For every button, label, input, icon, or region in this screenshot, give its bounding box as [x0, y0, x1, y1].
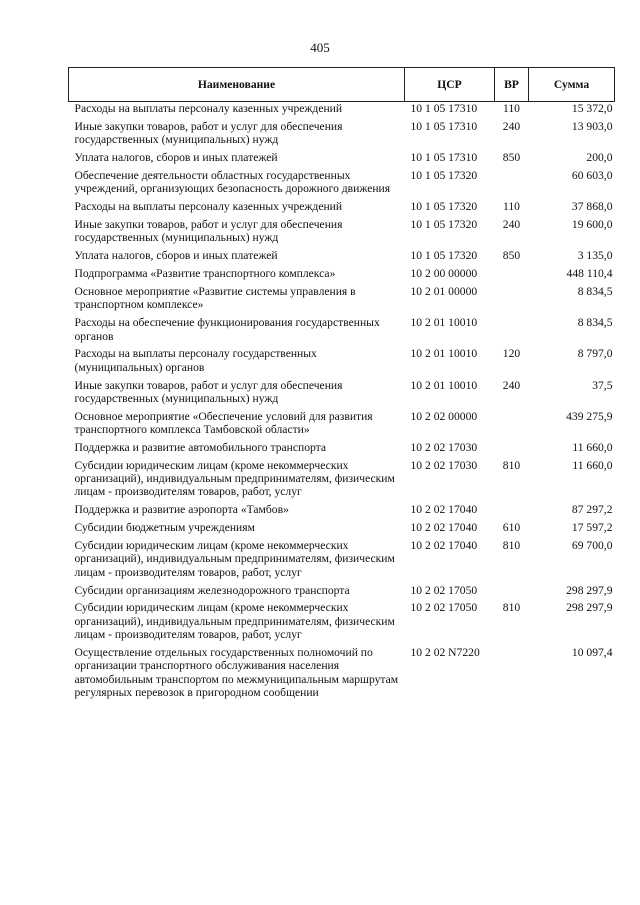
row-csr: 10 1 05 17320 [410, 168, 478, 182]
table-row [69, 459, 615, 503]
row-vr: 110 [503, 200, 520, 214]
row-sum: 298 297,9 [566, 583, 613, 597]
table-row [69, 539, 615, 583]
row-vr: 810 [502, 458, 521, 472]
table-row [69, 646, 615, 704]
row-sum: 298 297,9 [566, 601, 613, 615]
row-vr: 850 [502, 151, 521, 165]
table-row [69, 316, 615, 347]
row-vr [495, 584, 529, 602]
row-name: Обеспечение деятельности областных государственных учреждений, организующих безопасность дорожного движения [74, 168, 391, 196]
row-name: Иные закупки товаров, работ и услуг для обеспечения государственных (муниципальных) нужд [74, 119, 343, 147]
row-vr [495, 316, 529, 347]
row-name: Субсидии юридическим лицам (кроме некоммерческих организаций), индивидуальным предпринимателям, физическим лицам - производителям товаров, работ, услуг [74, 458, 395, 499]
page-number: 405 [310, 40, 330, 55]
table-row [69, 151, 615, 169]
table-row [69, 200, 615, 218]
row-sum: 13 903,0 [571, 119, 613, 133]
row-csr: 10 1 05 17310 [410, 119, 478, 133]
row-sum: 69 700,0 [571, 539, 613, 553]
row-sum: 448 110,4 [566, 267, 613, 281]
row-vr [495, 285, 529, 316]
row-csr: 10 2 01 10010 [410, 347, 478, 361]
row-name: Субсидии бюджетным учреждениям [74, 521, 255, 535]
header-sum: Сумма [529, 68, 615, 102]
row-name: Субсидии организациям железнодорожного транспорта [74, 583, 350, 597]
row-name: Основное мероприятие «Обеспечение условий для развития транспортного комплекса Тамбовской области» [74, 409, 373, 437]
row-name: Поддержка и развитие автомобильного транспорта [74, 440, 327, 454]
row-vr: 610 [502, 521, 521, 535]
row-vr [495, 169, 529, 200]
row-name: Подпрограмма «Развитие транспортного комплекса» [74, 267, 336, 281]
row-csr: 10 2 02 17050 [410, 583, 478, 597]
row-vr [495, 646, 529, 704]
header-vr: ВР [495, 68, 529, 102]
table-row [69, 441, 615, 459]
table-row [69, 503, 615, 521]
table-row [69, 249, 615, 267]
row-vr [495, 410, 529, 441]
row-sum: 11 660,0 [572, 440, 613, 454]
row-name: Иные закупки товаров, работ и услуг для обеспечения государственных (муниципальных) нужд [74, 378, 343, 405]
row-sum: 19 600,0 [571, 218, 613, 232]
row-sum: 200,0 [586, 151, 613, 165]
row-csr: 10 2 02 17030 [410, 458, 478, 472]
row-sum: 15 372,0 [571, 102, 613, 115]
row-name: Расходы на обеспечение функционирования государственных органов [74, 316, 380, 343]
row-csr: 10 1 05 17310 [410, 151, 478, 165]
table-row [69, 347, 615, 378]
table-row [69, 584, 615, 602]
header-csr: ЦСР [405, 68, 495, 102]
row-vr: 110 [503, 102, 520, 115]
row-name: Основное мероприятие «Развитие системы управления в транспортном комплексе» [74, 285, 356, 312]
row-vr [495, 441, 529, 459]
row-csr: 10 1 05 17310 [410, 102, 478, 115]
row-csr: 10 1 05 17320 [410, 200, 478, 214]
row-name: Иные закупки товаров, работ и услуг для обеспечения государственных (муниципальных) нужд [74, 218, 343, 245]
table-row [69, 120, 615, 151]
row-csr: 10 2 00 00000 [410, 267, 478, 281]
table-row [69, 601, 615, 645]
row-name: Расходы на выплаты персоналу казенных учреждений [74, 200, 343, 214]
table-row [69, 169, 615, 200]
row-sum: 37,5 [592, 378, 613, 392]
row-vr [495, 503, 529, 521]
row-name: Уплата налогов, сборов и иных платежей [74, 151, 278, 165]
row-csr: 10 2 01 00000 [410, 285, 478, 299]
row-csr: 10 2 02 N7220 [410, 645, 480, 659]
row-csr: 10 2 02 17040 [410, 503, 478, 517]
table-row [69, 102, 615, 120]
table-row [69, 285, 615, 316]
row-sum: 439 275,9 [566, 409, 613, 423]
row-vr [495, 267, 529, 285]
row-vr: 850 [502, 249, 521, 263]
row-csr: 10 2 02 17030 [410, 440, 478, 454]
row-csr: 10 2 02 17040 [410, 521, 478, 535]
row-csr: 10 2 01 10010 [410, 378, 478, 392]
row-csr: 10 1 05 17320 [410, 249, 478, 263]
row-sum: 87 297,2 [571, 503, 613, 517]
row-name: Уплата налогов, сборов и иных платежей [74, 249, 278, 263]
budget-table [68, 67, 615, 704]
row-csr: 10 2 01 10010 [410, 316, 478, 330]
row-csr: 10 2 02 17050 [410, 601, 478, 615]
row-sum: 8 834,5 [577, 316, 613, 330]
table-row [69, 218, 615, 249]
row-csr: 10 2 02 00000 [410, 409, 478, 423]
row-sum: 10 097,4 [571, 645, 613, 659]
row-sum: 8 797,0 [577, 347, 613, 361]
table-row [69, 521, 615, 539]
row-vr: 240 [502, 218, 521, 232]
table-body [69, 102, 615, 704]
row-sum: 17 597,2 [571, 521, 613, 535]
row-sum: 11 660,0 [572, 458, 613, 472]
table-row [69, 410, 615, 441]
row-csr: 10 1 05 17320 [410, 218, 478, 232]
row-sum: 37 868,0 [571, 200, 613, 214]
row-csr: 10 2 02 17040 [410, 539, 478, 553]
row-vr: 120 [502, 347, 521, 361]
row-name: Субсидии юридическим лицам (кроме некоммерческих организаций), индивидуальным предпринимателям, физическим лицам - производителям товаров, работ, услуг [74, 601, 395, 642]
row-vr: 240 [502, 119, 521, 133]
table-row [69, 379, 615, 410]
row-vr: 810 [502, 601, 521, 615]
row-name: Поддержка и развитие аэропорта «Тамбов» [74, 503, 289, 517]
row-sum: 60 603,0 [571, 168, 613, 182]
header-name: Наименование [69, 68, 405, 102]
row-name: Субсидии юридическим лицам (кроме некоммерческих организаций), индивидуальным предпринимателям, физическим лицам - производителям товаров, работ, услуг [74, 539, 395, 579]
row-name: Расходы на выплаты персоналу государственных (муниципальных) органов [74, 347, 317, 374]
row-name: Осуществление отдельных государственных полномочий по организации транспортного обслуживания населения автомобильным транспортом по межмуниципальным маршрутам регулярных перевозок в пригородном сообщении [74, 645, 399, 699]
row-name: Расходы на выплаты персоналу казенных учреждений [74, 102, 343, 115]
table-header [69, 68, 615, 102]
table-row [69, 267, 615, 285]
row-sum: 8 834,5 [577, 285, 613, 299]
row-vr: 810 [502, 539, 521, 553]
row-vr: 240 [502, 378, 521, 392]
row-sum: 3 135,0 [577, 249, 613, 263]
